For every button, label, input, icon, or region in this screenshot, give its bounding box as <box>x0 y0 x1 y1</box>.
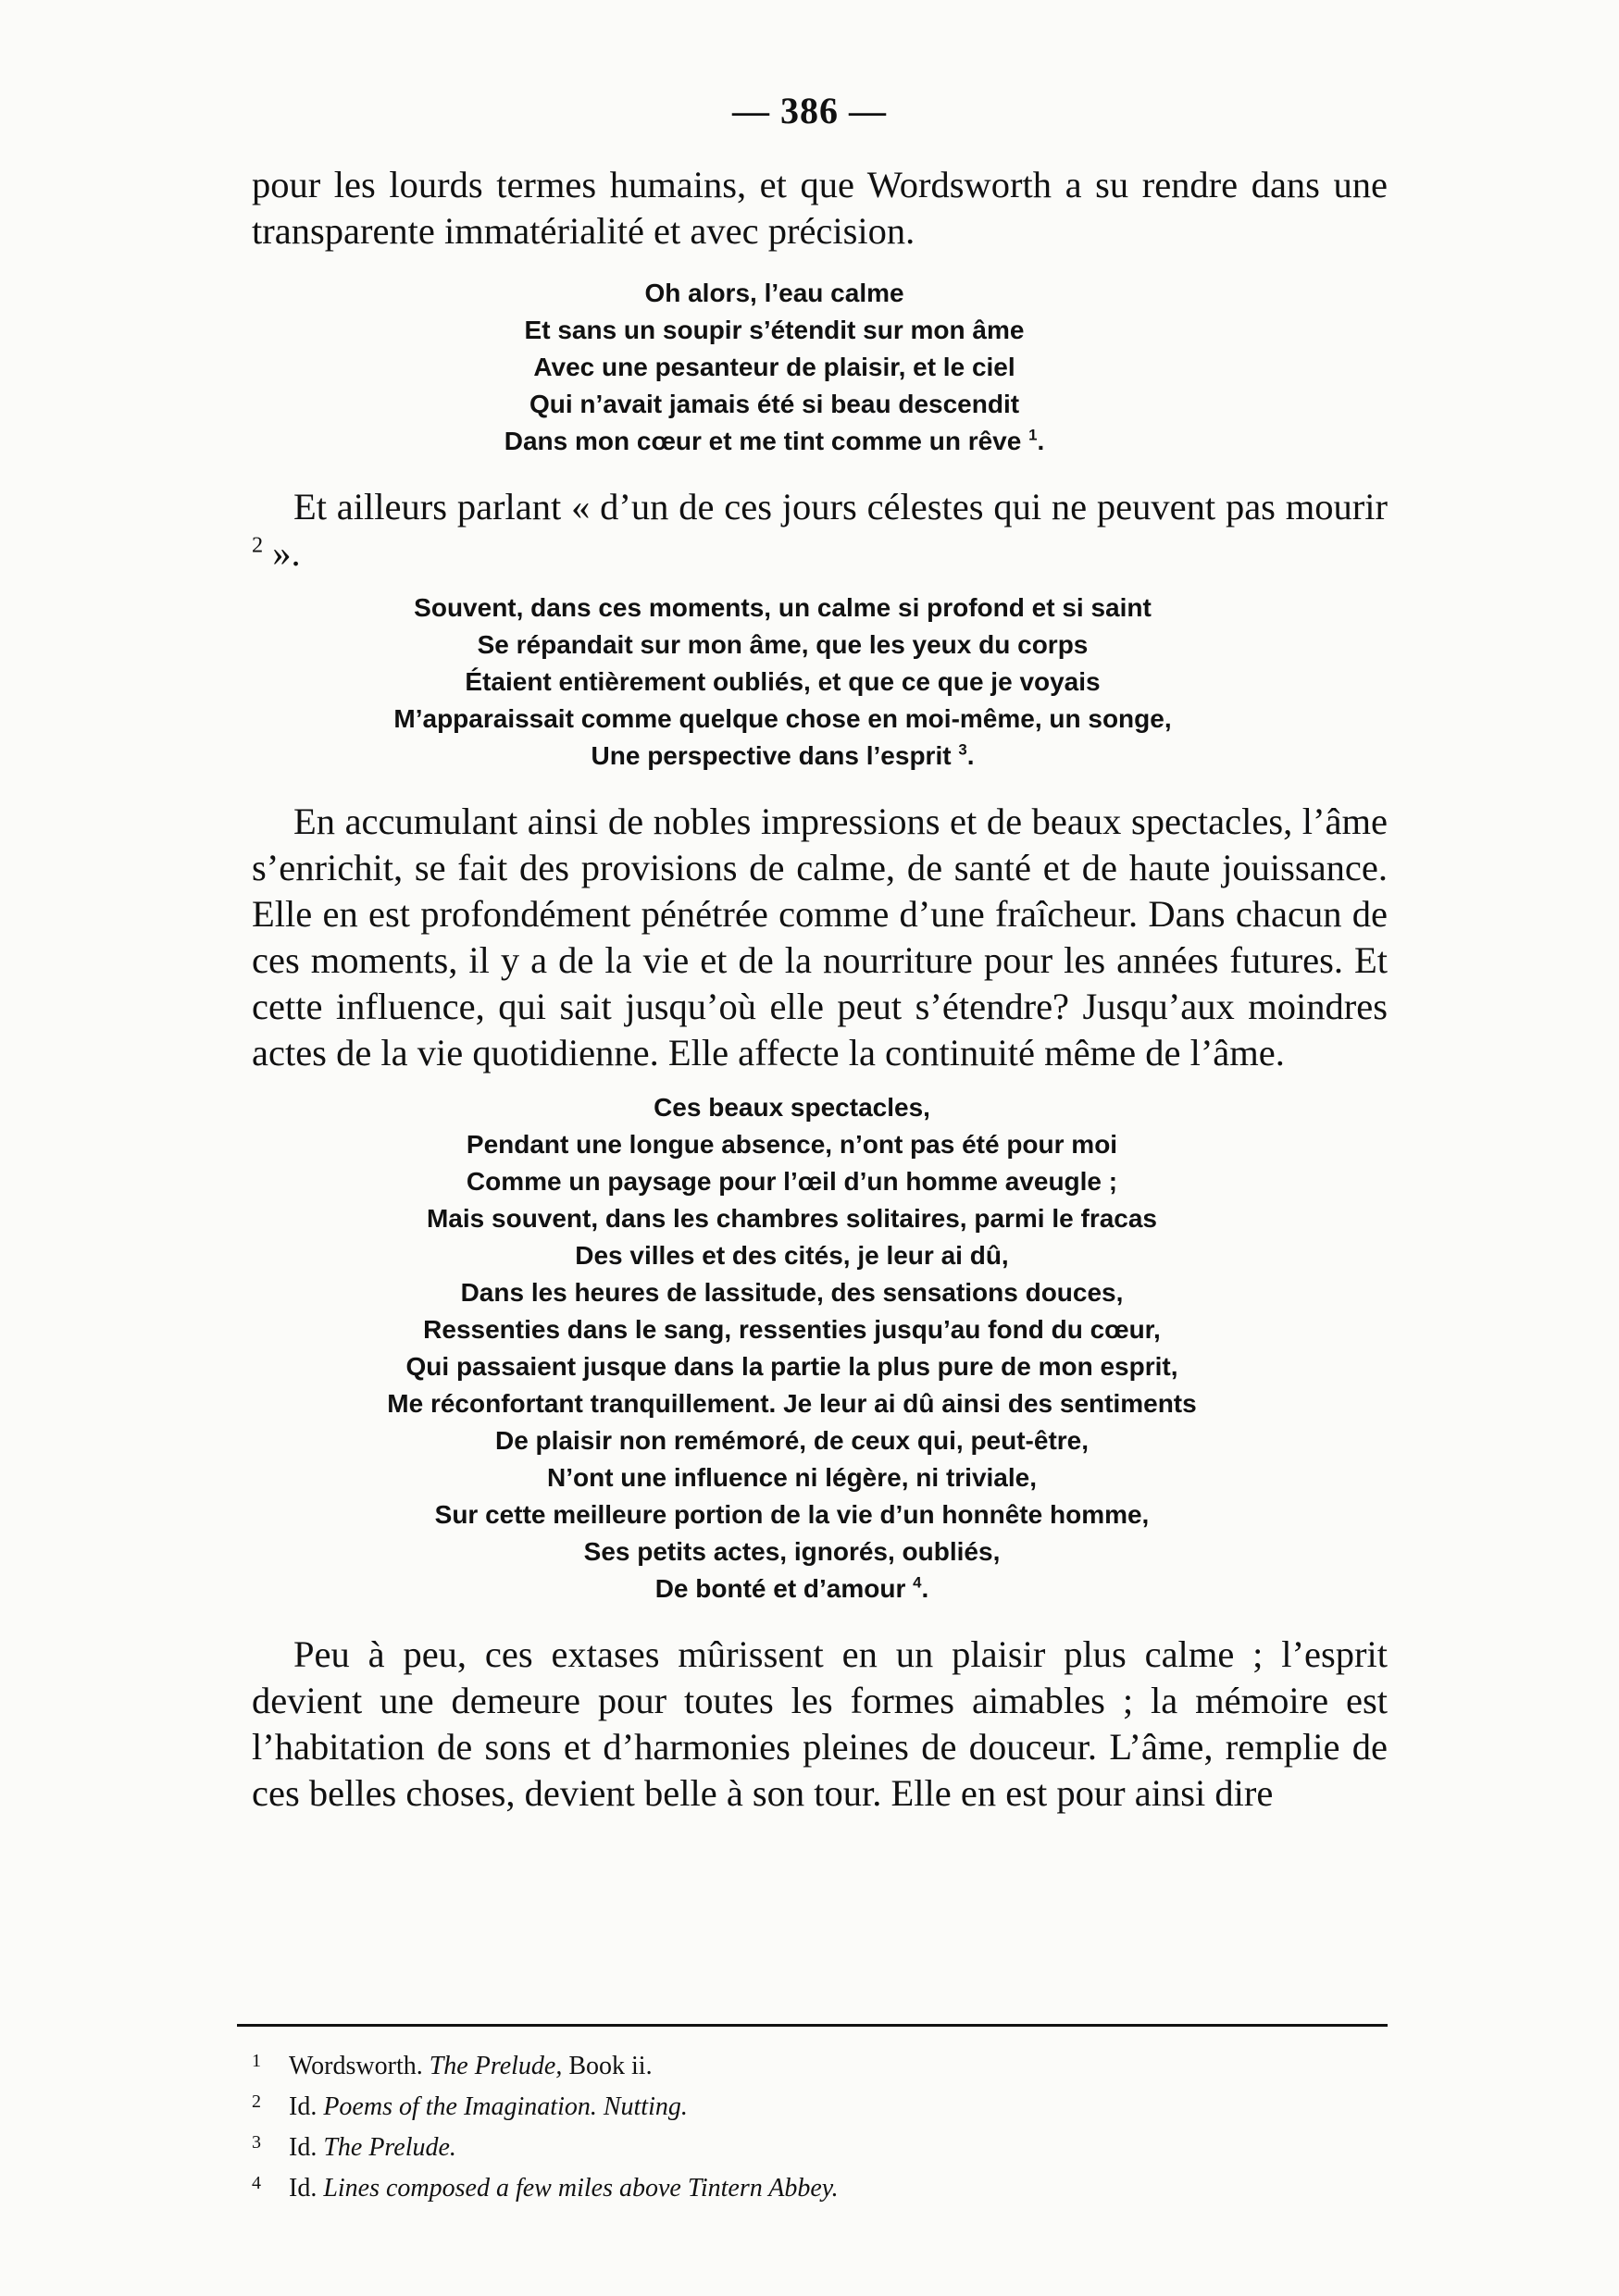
footnote-number: 4 <box>252 2173 261 2193</box>
footnote-ref: 3 <box>958 740 967 759</box>
poem-line: Sur cette meilleure portion de la vie d’un honnête homme, <box>434 1500 1150 1529</box>
footnote-number: 3 <box>252 2132 261 2153</box>
footnote-work: The Prelude, <box>429 2052 563 2080</box>
paragraph-4: Peu à peu, ces extases mûrissent en un plaisir plus calme ; l’esprit devient une demeure pour toutes les formes aimables ; la mémoire est l’habitation de sons et d’harmonies pleines de douceur. L’âme, remplie de ces belles choses, devient belle à son tour. Elle en est pour ainsi dire <box>252 1633 1388 1814</box>
poem-line-text: Dans mon cœur et me tint comme un rêve <box>504 427 1022 455</box>
footnote-ref: 2 <box>252 532 264 558</box>
page-number: — 386 — <box>732 90 887 131</box>
poem-line: Pendant une longue absence, n’ont pas été pour moi <box>466 1130 1118 1159</box>
poem-line: M’apparaissait comme quelque chose en moi-même, un songe, <box>393 704 1172 733</box>
poem-line: Oh alors, l’eau calme <box>644 279 904 307</box>
footnotes <box>252 2043 1388 2206</box>
footnote-4 <box>252 2166 1388 2206</box>
footnote-ref: 1 <box>1028 426 1038 444</box>
footnote-extra: Book ii. <box>562 2052 653 2080</box>
poem-line: Qui passaient jusque dans la partie la plus pure de mon esprit, <box>405 1352 1178 1381</box>
poem-line: Ressenties dans le sang, ressenties jusqu’au fond du cœur, <box>423 1315 1161 1344</box>
poem-line-text: De bonté et d’amour <box>654 1574 906 1603</box>
footnote-author: Wordsworth. <box>289 2052 423 2080</box>
poem-line: Comme un paysage pour l’œil d’un homme aveugle ; <box>466 1167 1118 1196</box>
poem-1 <box>161 275 1388 460</box>
poem-3 <box>196 1089 1388 1607</box>
poem-line: Me réconfortant tranquillement. Je leur ai dû ainsi des sentiments <box>387 1389 1197 1418</box>
page-body <box>252 162 1388 1817</box>
footnote-1 <box>252 2043 1388 2084</box>
footnote-ref: 4 <box>913 1573 922 1592</box>
paragraph-2 <box>252 484 1388 577</box>
footnote-number: 2 <box>252 2091 261 2112</box>
poem-line: Dans mon cœur et me tint comme un rêve $^1$. <box>504 426 1045 455</box>
poem-line: Se répandait sur mon âme, que les yeux du corps <box>477 630 1089 659</box>
footnote-work: Poems of the Imagination. Nutting. <box>323 2092 688 2121</box>
poem-line: Souvent, dans ces moments, un calme si profond et si saint <box>414 593 1152 622</box>
poem-line: Ces beaux spectacles, <box>654 1093 930 1122</box>
footnote-rule <box>237 2024 1388 2027</box>
footnote-author: Id. <box>289 2133 318 2162</box>
footnote-work: Lines composed a few miles above Tintern Abbey. <box>323 2174 839 2203</box>
footnote-work: The Prelude. <box>323 2133 456 2162</box>
poem-2 <box>178 590 1388 775</box>
poem-line: Étaient entièrement oubliés, et que ce que je voyais <box>465 667 1101 696</box>
poem-line: N’ont une influence ni légère, ni triviale, <box>547 1463 1037 1492</box>
paragraph-2-text: Et ailleurs parlant « d’un de ces jours célestes qui ne peuvent pas mourir <box>293 486 1388 527</box>
poem-line: Des villes et des cités, je leur ai dû, <box>575 1241 1009 1270</box>
footnote-author: Id. <box>289 2174 318 2203</box>
footnote-author: Id. <box>289 2092 318 2121</box>
poem-line: De plaisir non remémoré, de ceux qui, peut-être, <box>494 1426 1090 1455</box>
poem-line: De bonté et d’amour $^4$. <box>654 1573 929 1603</box>
footnote-3 <box>252 2125 1388 2166</box>
poem-line: Avec une pesanteur de plaisir, et le ciel <box>533 353 1015 381</box>
poem-line: Et sans un soupir s’étendit sur mon âme <box>524 316 1025 344</box>
poem-line-text: Une perspective dans l’esprit <box>591 741 952 770</box>
poem-line: Mais souvent, dans les chambres solitaires, parmi le fracas <box>426 1204 1158 1233</box>
poem-line: Qui n’avait jamais été si beau descendit <box>529 390 1020 418</box>
paragraph-1: pour les lourds termes humains, et que Wordsworth a su rendre dans une transparente immatérialité et avec précision. <box>252 164 1388 252</box>
footnote-2 <box>252 2084 1388 2125</box>
poem-line: Une perspective dans l’esprit $^3$. <box>591 740 975 770</box>
paragraph-3: En accumulant ainsi de nobles impressions et de beaux spectacles, l’âme s’enrichit, se fait des provisions de calme, de santé et de haute jouissance. Elle en est profondément pénétrée comme d’une fraîcheur. Dans chacun de ces moments, il y a de la vie et de la nourriture pour les années futures. Et cette influence, qui sait jusqu’où elle peut s’étendre? Jusqu’aux moindres actes de la vie quotidienne. Elle affecte la continuité même de l’âme. <box>252 800 1388 1074</box>
paragraph-2-closing: ». <box>263 532 301 574</box>
poem-line: Ses petits actes, ignorés, oubliés, <box>583 1537 1001 1566</box>
footnote-number: 1 <box>252 2051 261 2071</box>
poem-line: Dans les heures de lassitude, des sensations douces, <box>460 1278 1124 1307</box>
